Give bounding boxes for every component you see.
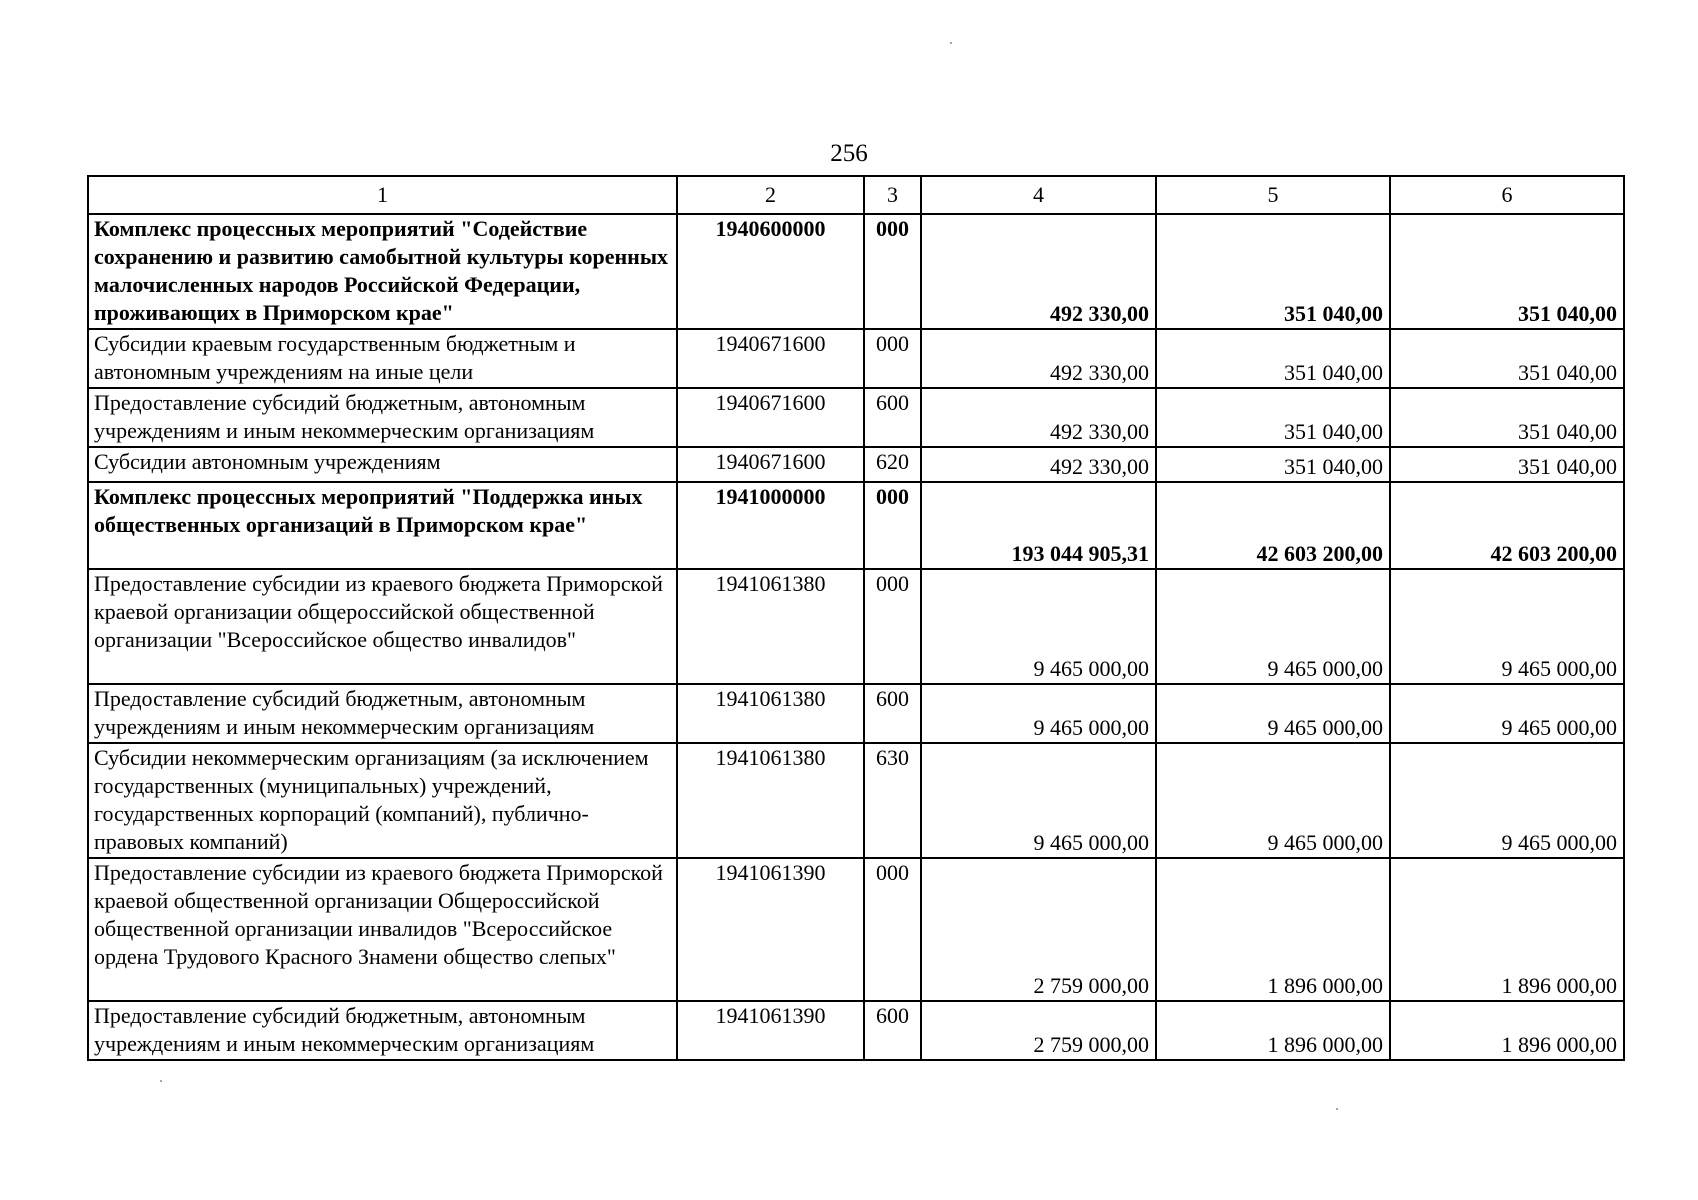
amount-col-5: 9 465 000,00 (1156, 743, 1390, 858)
amount-col-5: 42 603 200,00 (1156, 482, 1390, 569)
expense-type-code: 000 (864, 569, 921, 684)
budget-item-name: Субсидии автономным учреждениям (88, 447, 677, 482)
table-row (88, 447, 1624, 482)
header-cell: 2 (677, 176, 864, 214)
amount-col-4: 492 330,00 (921, 388, 1156, 447)
table-row (88, 743, 1624, 858)
amount-col-4: 492 330,00 (921, 329, 1156, 388)
amount-col-6: 351 040,00 (1390, 447, 1624, 482)
budget-item-name: Предоставление субсидий бюджетным, автономным учреждениям и иным некоммерческим организациям (88, 388, 677, 447)
header-cell: 5 (1156, 176, 1390, 214)
target-article-code: 1941000000 (677, 482, 864, 569)
budget-table (87, 175, 1625, 1061)
target-article-code: 1941061390 (677, 1001, 864, 1060)
expense-type-code: 000 (864, 329, 921, 388)
amount-col-4: 2 759 000,00 (921, 858, 1156, 1001)
amount-col-6: 1 896 000,00 (1390, 1001, 1624, 1060)
amount-col-6: 351 040,00 (1390, 329, 1624, 388)
budget-item-name: Предоставление субсидии из краевого бюджета Приморской краевой организации общероссийской общественной организации "Всероссийское общество инвалидов" (88, 569, 677, 684)
table-row (88, 388, 1624, 447)
amount-col-5: 9 465 000,00 (1156, 684, 1390, 743)
scan-speck (950, 42, 952, 44)
amount-col-4: 2 759 000,00 (921, 1001, 1156, 1060)
amount-col-5: 351 040,00 (1156, 214, 1390, 329)
page-number: 256 (830, 140, 868, 167)
scan-speck (1336, 1108, 1338, 1110)
target-article-code: 1940671600 (677, 329, 864, 388)
expense-type-code: 000 (864, 482, 921, 569)
scan-speck (160, 1080, 162, 1082)
expense-type-code: 600 (864, 388, 921, 447)
budget-item-name: Субсидии некоммерческим организациям (за исключением государственных (муниципальных) учреждений, государственных корпораций (компаний), публично-правовых компаний) (88, 743, 677, 858)
expense-type-code: 600 (864, 1001, 921, 1060)
target-article-code: 1940671600 (677, 447, 864, 482)
table-row (88, 684, 1624, 743)
budget-item-name: Предоставление субсидий бюджетным, автономным учреждениям и иным некоммерческим организациям (88, 684, 677, 743)
expense-type-code: 000 (864, 214, 921, 329)
budget-item-name: Предоставление субсидии из краевого бюджета Приморской краевой общественной организации Общероссийской общественной организации инвалидов "Всероссийское ордена Трудового Красного Знамени общество слепых" (88, 858, 677, 1001)
amount-col-4: 9 465 000,00 (921, 684, 1156, 743)
target-article-code: 1940600000 (677, 214, 864, 329)
budget-item-name: Субсидии краевым государственным бюджетным и автономным учреждениям на иные цели (88, 329, 677, 388)
table-row (88, 569, 1624, 684)
header-cell: 6 (1390, 176, 1624, 214)
expense-type-code: 630 (864, 743, 921, 858)
target-article-code: 1941061380 (677, 743, 864, 858)
amount-col-5: 1 896 000,00 (1156, 858, 1390, 1001)
budget-item-name: Комплекс процессных мероприятий "Содействие сохранению и развитию самобытной культуры коренных малочисленных народов Российской Федерации, проживающих в Приморском крае" (88, 214, 677, 329)
table-row (88, 482, 1624, 569)
target-article-code: 1941061380 (677, 569, 864, 684)
amount-col-5: 351 040,00 (1156, 329, 1390, 388)
table-row (88, 214, 1624, 329)
expense-type-code: 620 (864, 447, 921, 482)
amount-col-4: 193 044 905,31 (921, 482, 1156, 569)
amount-col-4: 9 465 000,00 (921, 743, 1156, 858)
expense-type-code: 600 (864, 684, 921, 743)
budget-item-name: Предоставление субсидий бюджетным, автономным учреждениям и иным некоммерческим организациям (88, 1001, 677, 1060)
table-row (88, 1001, 1624, 1060)
table-row (88, 329, 1624, 388)
amount-col-6: 351 040,00 (1390, 388, 1624, 447)
budget-item-name: Комплекс процессных мероприятий "Поддержка иных общественных организаций в Приморском крае" (88, 482, 677, 569)
amount-col-6: 9 465 000,00 (1390, 743, 1624, 858)
amount-col-5: 1 896 000,00 (1156, 1001, 1390, 1060)
amount-col-5: 351 040,00 (1156, 447, 1390, 482)
amount-col-5: 9 465 000,00 (1156, 569, 1390, 684)
target-article-code: 1941061380 (677, 684, 864, 743)
amount-col-4: 492 330,00 (921, 447, 1156, 482)
amount-col-4: 492 330,00 (921, 214, 1156, 329)
header-cell: 4 (921, 176, 1156, 214)
expense-type-code: 000 (864, 858, 921, 1001)
amount-col-6: 1 896 000,00 (1390, 858, 1624, 1001)
amount-col-6: 9 465 000,00 (1390, 569, 1624, 684)
target-article-code: 1941061390 (677, 858, 864, 1001)
amount-col-5: 351 040,00 (1156, 388, 1390, 447)
table-row (88, 858, 1624, 1001)
header-cell: 3 (864, 176, 921, 214)
amount-col-6: 351 040,00 (1390, 214, 1624, 329)
table-header-row (88, 176, 1624, 214)
amount-col-6: 9 465 000,00 (1390, 684, 1624, 743)
amount-col-6: 42 603 200,00 (1390, 482, 1624, 569)
target-article-code: 1940671600 (677, 388, 864, 447)
header-cell: 1 (88, 176, 677, 214)
amount-col-4: 9 465 000,00 (921, 569, 1156, 684)
